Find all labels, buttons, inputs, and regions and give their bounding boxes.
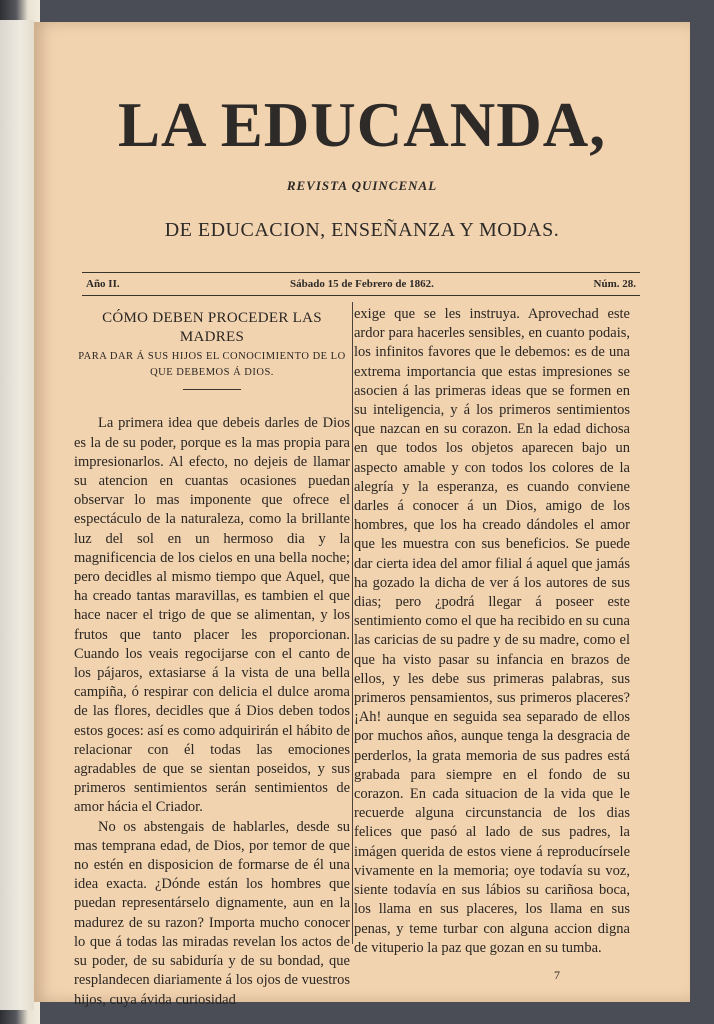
title-separator [183, 389, 241, 390]
issue-date: Sábado 15 de Febrero de 1862. [290, 278, 434, 290]
page-number: 7 [554, 968, 560, 982]
masthead-tagline: DE EDUCACION, ENSEÑANZA Y MODAS. [164, 219, 560, 241]
masthead-title: LA EDUCANDA, [117, 90, 607, 160]
header-rule-top [82, 272, 640, 273]
issue-year: Año II. [86, 278, 120, 290]
column-left [74, 305, 350, 1010]
issue-line [82, 278, 640, 294]
article-paragraph-3: exige que se les instruya. Aprovechad este ardor para hacerles sensibles, en cuanto podais, los infinitos favores que le debemos: es de una extrema importancia que estas impresiones se asocien á las primeras ideas que se formen en su inteligencia, y á los primeros sentimientos que nazcan en su corazon. En la edad dichosa en que todos los objetos aparecen bajo un aspecto amable y con todos los colores de la alegría y la esperanza, es cuando conviene darles á conocer á un Dios, amigo de los hombres, que los ha creado dándoles el amor que les muestra con sus beneficios. Se puede dar cierta idea del amor filial á aquel que jamás ha gozado la dicha de ver á los autores de sus dias; pero ¿podrá llegar á poseer este sentimiento como el que ha recibido en su cuna las caricias de su padre y de su madre, como el que ha visto pasar su infancia en brazos de ellos, y les debe sus primeras palabras, sus primeros pensamientos, sus primeros placeres? ¡Ah! aunque en seguida sea separado de ellos por muchos años, aunque tenga la desgracia de perderlos, la grata memoria de sus padres está grabada para siempre en el fondo de su corazon. En cada situacion de la vida que le recuerde alguna circunstancia de los dias felices que pasó al lado de sus padres, la imágen querida de estos viene á reproducírsele vivamente en la memoria; oye todavía su voz, siente todavía en sus lábios su cariñosa boca, los llama en sus placeres, los llama en sus penas, y teme turbar con alguna accion digna de vituperio la paz que gozan en su tumba. [354, 306, 630, 956]
article-paragraph-1: La primera idea que debeis darles de Dios es la de su poder, porque es la mas propia para impresionarlos. Al efecto, no dejeis de llamar su atencion en cuantas ocasiones puedan observar lo mas imponente que ofrece el espectáculo de la naturaleza, como la brillante luz del sol en un hermoso dia y la magnificencia de los cielos en una bella noche; pero decidles al mismo tiempo que Aquel, que ha creado tantas maravillas, es tambien el que hace nacer el trigo de que se alimentan, y los frutos que tanto placer les proporcionan. Cuando los veais regocijarse con el canto de los pájaros, extasiarse á la vista de una bella campiña, ó respirar con delicia el dulce aroma de las flores, decidles que á Dios deben todos estos goces: así es como adquirirán el hábito de relacionar con él todas las emociones agradables de que se sientan poseidos, y sus primeros sentimientos serán sentimientos de amor hácia el Criador. [74, 415, 350, 816]
masthead-subtitle: REVISTA QUINCENAL [286, 178, 438, 193]
article-paragraph-2: No os abstengais de hablarles, desde su mas temprana edad, de Dios, por temor de que no estén en disposicion de formarse de él una idea exacta. ¿Dónde están los hombres que puedan representárselo dignamente, aun en la madurez de su razon? Importa mucho conocer lo que á todas las miradas revelan los actos de su poder, de su sabiduría y de su bondad, que resplandecen diariamente á los ojos de vuestros hijos, cuya ávida curiosidad [74, 818, 350, 1008]
article-title: CÓMO DEBEN PROCEDER LAS MADRES [102, 310, 322, 346]
issue-number: Núm. 28. [593, 278, 636, 290]
article-subtitle: PARA DAR Á SUS HIJOS EL CONOCIMIENTO DE LO QUE DEBEMOS Á DIOS. [78, 351, 346, 379]
column-divider [352, 302, 353, 944]
column-right [354, 305, 630, 958]
magazine-page [34, 22, 690, 1008]
header-rule-bottom [82, 295, 640, 296]
facing-page-edge [0, 20, 34, 1010]
